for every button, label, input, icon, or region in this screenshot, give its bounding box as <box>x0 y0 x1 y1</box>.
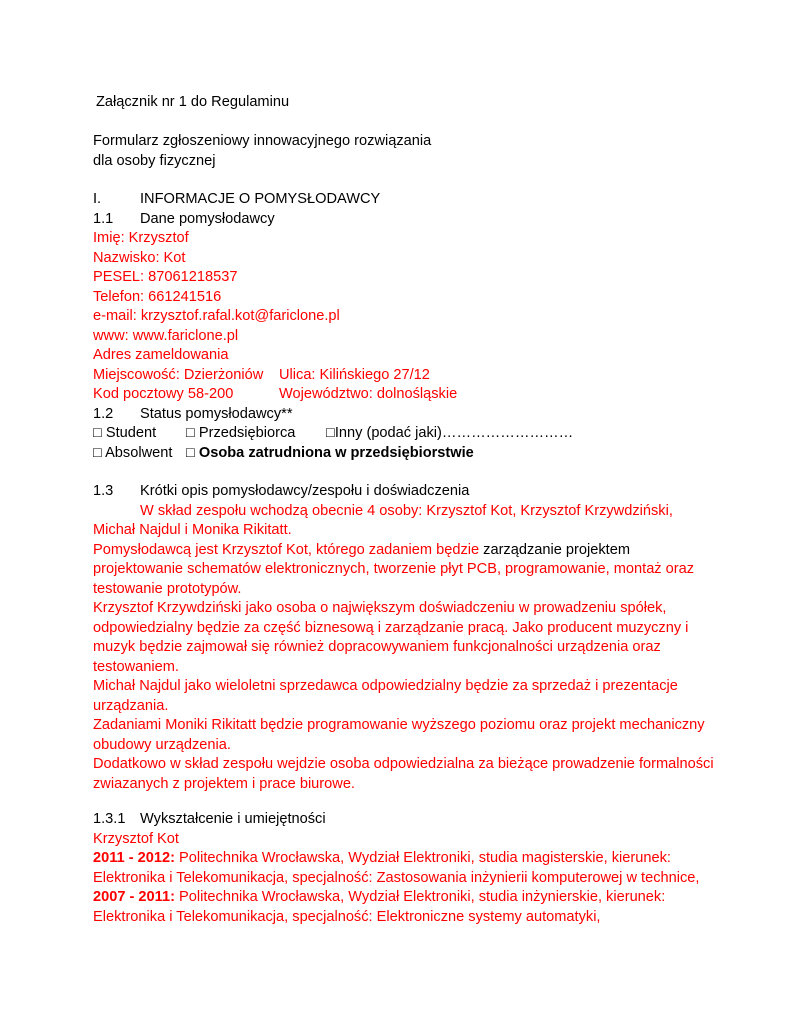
attachment-label: Załącznik nr 1 do Regulaminu <box>96 94 290 110</box>
subsection-1-3-number: 1.3 <box>93 483 114 499</box>
subsection-1-2-title: Status pomysłodawcy** <box>140 405 293 422</box>
education-entry-continued: Elektronika i Telekomunikacja, specjalność: Elektroniczne systemy automatyki, <box>93 908 601 925</box>
address-row-2 <box>93 385 593 405</box>
status-employee-checkbox[interactable] <box>186 444 474 464</box>
team-description-line: odpowiedzialny będzie za część biznesową i zarządzanie pracą. Jako producent muzyczny i <box>93 619 689 636</box>
street-field: Ulica: Kilińskiego 27/12 <box>279 366 430 383</box>
website-field: www: www.fariclone.pl <box>93 327 239 344</box>
status-employee-label: Osoba zatrudniona w przedsiębiorstwie <box>198 444 474 461</box>
status-other-checkbox[interactable]: □Inny (podać jaki)……………………… <box>326 425 574 441</box>
education-entry <box>93 849 671 869</box>
subsection-1-1-number: 1.1 <box>93 210 114 227</box>
address-label: Adres zameldowania <box>93 347 229 363</box>
team-description-line: Michał Najdul jako wieloletni sprzedawca odpowiedzialny będzie za sprzedaż i prezentacje <box>93 678 678 694</box>
team-description-line: Zadaniami Moniki Rikitatt będzie programowanie wyższego poziomu oraz projekt mechaniczny <box>93 717 705 733</box>
team-description-line: Krzysztof Krzywdziński jako osoba o największym doświadczeniu w prowadzeniu spółek, <box>93 600 667 616</box>
team-description-line: projektowanie schematów elektronicznych, tworzenie płyt PCB, programowanie, montaż oraz <box>93 561 695 577</box>
team-description-line: Michał Najdul i Monika Rikitatt. <box>93 522 292 538</box>
team-description-red-part: Pomysłodawcą jest Krzysztof Kot, którego zadaniem będzie <box>93 541 480 558</box>
city-field: Miejscowość: Dzierżoniów <box>93 366 264 383</box>
education-entry-continued: Elektronika i Telekomunikacja, specjalność: Zastosowania inżynierii komputerowej w technice, <box>93 869 700 886</box>
education-description: Politechnika Wrocławska, Wydział Elektroniki, studia inżynierskie, kierunek: <box>174 889 666 905</box>
last-name-field: Nazwisko: Kot <box>93 249 186 266</box>
subsection-1-3-1-heading <box>93 810 593 830</box>
subsection-1-2-number: 1.2 <box>93 405 114 422</box>
education-entry <box>93 888 665 908</box>
status-entrepreneur-checkbox[interactable]: □ Przedsiębiorca <box>186 425 296 441</box>
team-description-black-part: zarządzanie projektem <box>479 541 630 558</box>
subsection-1-3-1-title: Wykształcenie i umiejętności <box>140 811 326 827</box>
team-description-line: urządzania. <box>93 697 169 714</box>
address-row-1 <box>93 366 593 386</box>
section-1-heading <box>93 190 493 210</box>
status-student-checkbox[interactable]: □ Student <box>93 425 157 441</box>
pesel-field: PESEL: 87061218537 <box>93 269 238 285</box>
team-description-line: Dodatkowo w skład zespołu wejdzie osoba odpowiedzialna za bieżące prowadzenie formalności <box>93 756 714 772</box>
postal-code-field: Kod pocztowy 58-200 <box>93 386 234 402</box>
person-name: Krzysztof Kot <box>93 830 179 847</box>
form-title-line-1: Formularz zgłoszeniowy innowacyjnego rozwiązania <box>93 133 432 149</box>
subsection-1-2-heading <box>93 405 493 425</box>
status-options-row-1 <box>93 424 593 444</box>
team-description-line: zwiazanych z projektem i prace biurowe. <box>93 775 355 792</box>
section-1-number: I. <box>93 191 102 207</box>
team-description-line: testowanie prototypów. <box>93 580 242 597</box>
team-description-line: testowaniem. <box>93 658 179 675</box>
team-description-line: muzyk będzie zajmował się również dopracowywaniem funkcjonalności urządzenia oraz <box>93 639 661 655</box>
voivodeship-field: Województwo: dolnośląskie <box>279 386 458 402</box>
status-options-row-2 <box>93 444 593 464</box>
education-years: 2007 - 2011: <box>93 889 175 905</box>
subsection-1-3-1-number: 1.3.1 <box>93 811 126 827</box>
form-title-line-2: dla osoby fizycznej <box>93 152 216 169</box>
status-employee-box: □ <box>186 444 195 461</box>
team-description-line <box>93 541 630 561</box>
subsection-1-1-title: Dane pomysłodawcy <box>140 210 275 227</box>
subsection-1-3-title: Krótki opis pomysłodawcy/zespołu i doświadczenia <box>140 483 470 499</box>
subsection-1-3-heading <box>93 482 593 502</box>
phone-field: Telefon: 661241516 <box>93 288 222 305</box>
education-description: Politechnika Wrocławska, Wydział Elektroniki, studia magisterskie, kierunek: <box>174 850 671 866</box>
team-description-line: W skład zespołu wchodzą obecnie 4 osoby: Krzysztof Kot, Krzysztof Krzywdziński, <box>140 502 673 519</box>
subsection-1-1-heading <box>93 210 493 230</box>
team-description-line: obudowy urządzenia. <box>93 736 231 753</box>
first-name-field: Imię: Krzysztof <box>93 230 189 246</box>
section-1-title: INFORMACJE O POMYSŁODAWCY <box>140 191 381 207</box>
email-field: e-mail: krzysztof.rafal.kot@fariclone.pl <box>93 308 340 324</box>
education-years: 2011 - 2012: <box>93 850 175 866</box>
status-graduate-checkbox[interactable]: □ Absolwent <box>93 444 173 461</box>
